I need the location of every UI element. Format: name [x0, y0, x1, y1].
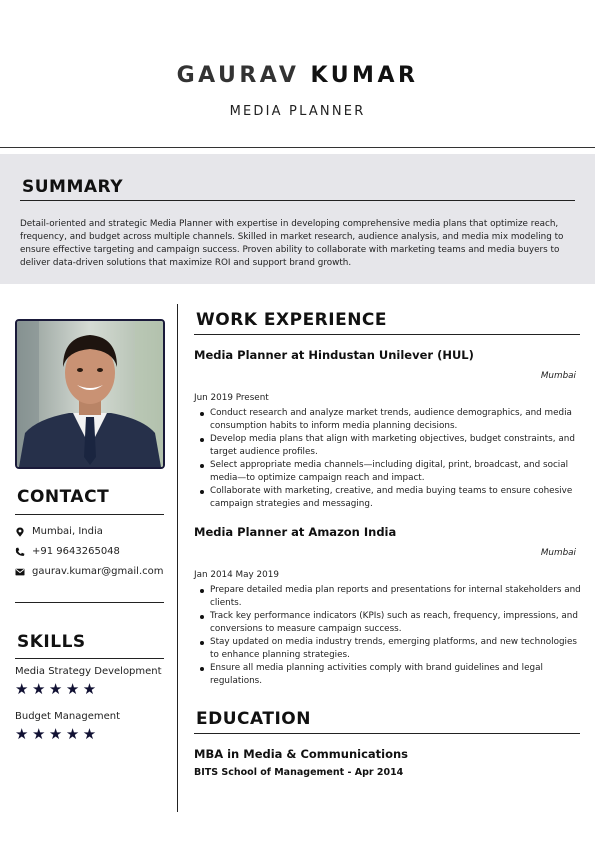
education-degree: MBA in Media & Communications [194, 747, 409, 761]
profile-photo [15, 319, 165, 469]
job-title: MEDIA PLANNER [229, 104, 366, 119]
contact-bottom-rule [15, 602, 164, 603]
job-bullets-2 [196, 584, 582, 688]
experience-heading: WORK EXPERIENCE [196, 310, 388, 330]
resume-header [0, 0, 595, 148]
experience-rule [194, 334, 580, 335]
job-location-2: Mumbai [540, 548, 576, 558]
summary-text: Detail-oriented and strategic Media Planner with expertise in developing comprehensive media plans that optimize reach, frequency, and budget across multiple channels. Skilled in market research, audience analysis, and media mix modeling to ensure effective targeting and campaign success. Proven ability to collaborate with marketing teams and media buyers to deliver data-driven solutions that maximize ROI and support brand growth. [20, 219, 564, 268]
location-text: Mumbai, India [32, 526, 103, 537]
email-text: gaurav.kumar@gmail.com [32, 566, 164, 577]
list-item: Ensure all media planning activities comply with brand guidelines and legal regulations. [196, 662, 582, 688]
contact-rule [15, 514, 164, 515]
job-title-1: Media Planner at Hindustan Unilever (HUL) [194, 348, 474, 362]
education-rule [194, 733, 580, 734]
list-item: Develop media plans that align with marketing objectives, budget constraints, and target audience profiles. [196, 433, 582, 459]
last-name: KUMAR [310, 63, 419, 88]
skill-name: Media Strategy Development [15, 666, 162, 677]
skill-rating-stars: ★★★★★ [15, 680, 100, 698]
job-bullets-1 [196, 407, 582, 511]
first-name: GAURAV [176, 63, 300, 88]
list-item: Stay updated on media industry trends, emerging platforms, and new technologies to enhance planning strategies. [196, 636, 582, 662]
skills-heading: SKILLS [17, 632, 86, 652]
list-item: Track key performance indicators (KPIs) such as reach, frequency, impressions, and conversions to measure campaign success. [196, 610, 582, 636]
skill-name: Budget Management [15, 711, 121, 722]
job-dates-2: Jan 2014 May 2019 [194, 570, 279, 580]
summary-rule [20, 200, 575, 201]
candidate-name [0, 63, 595, 88]
profile-photo-illustration [17, 321, 163, 467]
education-heading: EDUCATION [196, 709, 311, 729]
contact-heading: CONTACT [17, 487, 110, 507]
envelope-icon [15, 567, 25, 577]
skills-rule [15, 658, 164, 659]
list-item: Conduct research and analyze market trends, audience demographics, and media consumption habits to inform media planning decisions. [196, 407, 582, 433]
summary-section [0, 154, 595, 284]
list-item: Collaborate with marketing, creative, and media buying teams to ensure cohesive campaign strategies and messaging. [196, 485, 582, 511]
job-location-1: Mumbai [540, 371, 576, 381]
skill-rating-stars: ★★★★★ [15, 725, 100, 743]
list-item: Select appropriate media channels—including digital, print, broadcast, and social media—to optimize campaign reach and impact. [196, 459, 582, 485]
job-dates-1: Jun 2019 Present [194, 393, 269, 403]
list-item: Prepare detailed media plan reports and presentations for internal stakeholders and clients. [196, 584, 582, 610]
education-school: BITS School of Management - Apr 2014 [194, 767, 404, 778]
header-divider [0, 147, 595, 148]
phone-icon [15, 547, 25, 557]
map-pin-icon [15, 527, 25, 537]
summary-heading: SUMMARY [22, 177, 124, 197]
job-title-2: Media Planner at Amazon India [194, 525, 397, 539]
phone-text: +91 9643265048 [32, 546, 120, 557]
column-divider [177, 304, 178, 812]
